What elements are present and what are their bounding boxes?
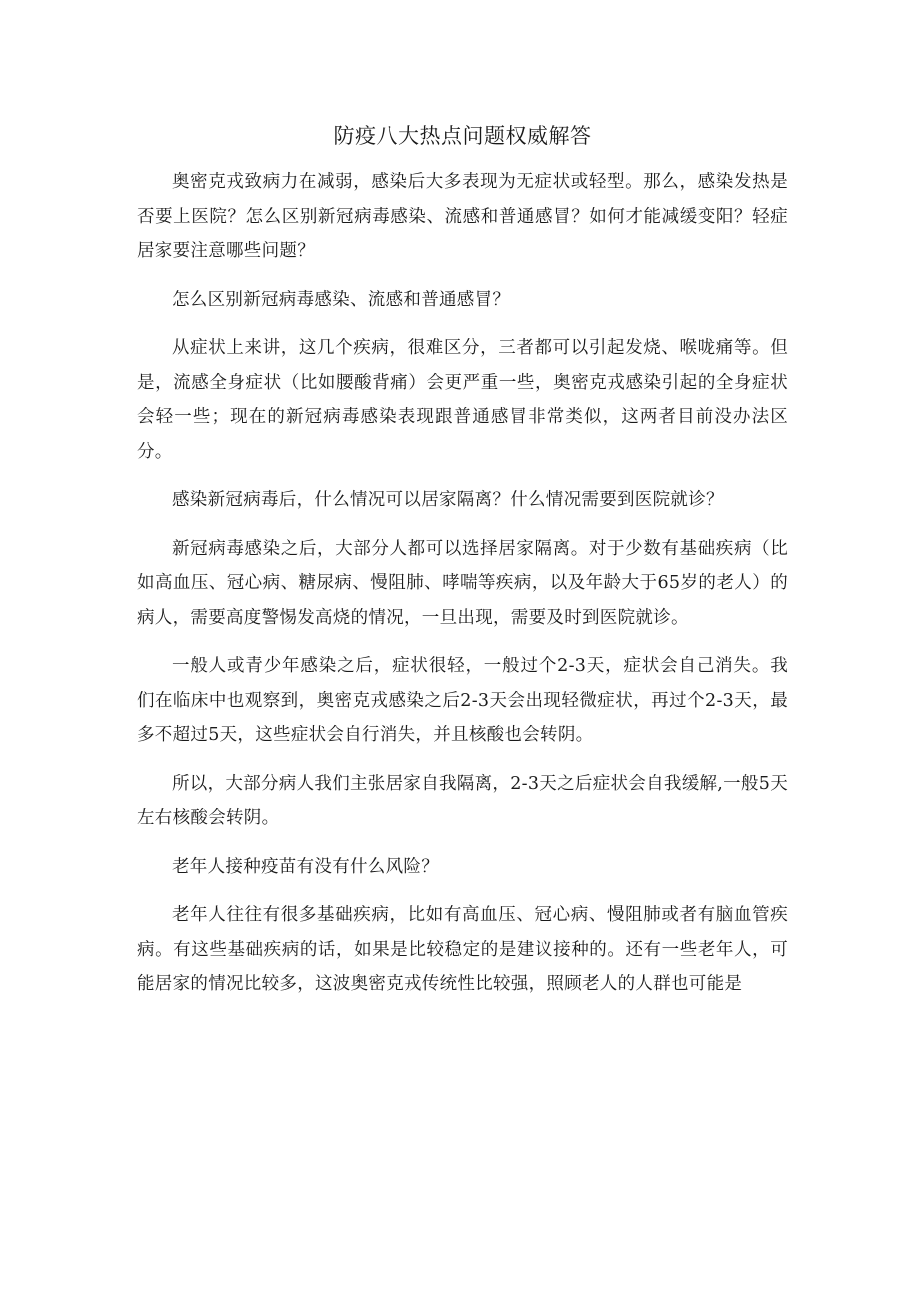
answer-paragraph: 从症状上来讲，这几个疾病，很难区分，三者都可以引起发烧、喉咙痛等。但是，流感全身症状（比如腰酸背痛）会更严重一些，奥密克戎感染引起的全身症状会轻一些；现在的新冠病毒感染表现跟普通感冒非常类似，这两者目前没办法区分。 xyxy=(137,338,788,462)
answer-paragraph: 新冠病毒感染之后，大部分人都可以选择居家隔离。对于少数有基础疾病（比如高血压、冠心病、糖尿病、慢阻肺、哮喘等疾病，以及年龄大于65岁的老人）的病人，需要高度警惕发高烧的情况，一旦出现，需要及时到医院就诊。 xyxy=(137,538,788,628)
question-heading: 怎么区别新冠病毒感染、流感和普通感冒？ xyxy=(172,289,511,310)
intro-paragraph: 奥密克戎致病力在减弱，感染后大多表现为无症状或轻型。那么，感染发热是否要上医院？怎么区别新冠病毒感染、流感和普通感冒？如何才能减缓变阳？轻症居家要注意哪些问题？ xyxy=(137,172,788,261)
question-heading: 感染新冠病毒后，什么情况可以居家隔离？什么情况需要到医院就诊？ xyxy=(172,490,724,510)
question-heading: 老年人接种疫苗有没有什么风险？ xyxy=(172,856,439,877)
document-title: 防疫八大热点问题权威解答 xyxy=(333,124,592,148)
answer-paragraph: 所以，大部分病人我们主张居家自我隔离，2-3天之后症状会自我缓解,一般5天左右核酸会转阴。 xyxy=(137,773,788,828)
answer-paragraph: 一般人或青少年感染之后，症状很轻，一般过个2-3天，症状会自己消失。我们在临床中也观察到，奥密克戎感染之后2-3天会出现轻微症状，再过个2-3天，最多不超过5天，这些症状会自行消失，并且核酸也会转阴。 xyxy=(137,656,788,745)
answer-paragraph: 老年人往往有很多基础疾病，比如有高血压、冠心病、慢阻肺或者有脑血管疾病。有这些基础疾病的话，如果是比较稳定的是建议接种的。还有一些老年人，可能居家的情况比较多，这波奥密克戎传统性比较强，照顾老人的人群也可能是 xyxy=(137,905,788,994)
